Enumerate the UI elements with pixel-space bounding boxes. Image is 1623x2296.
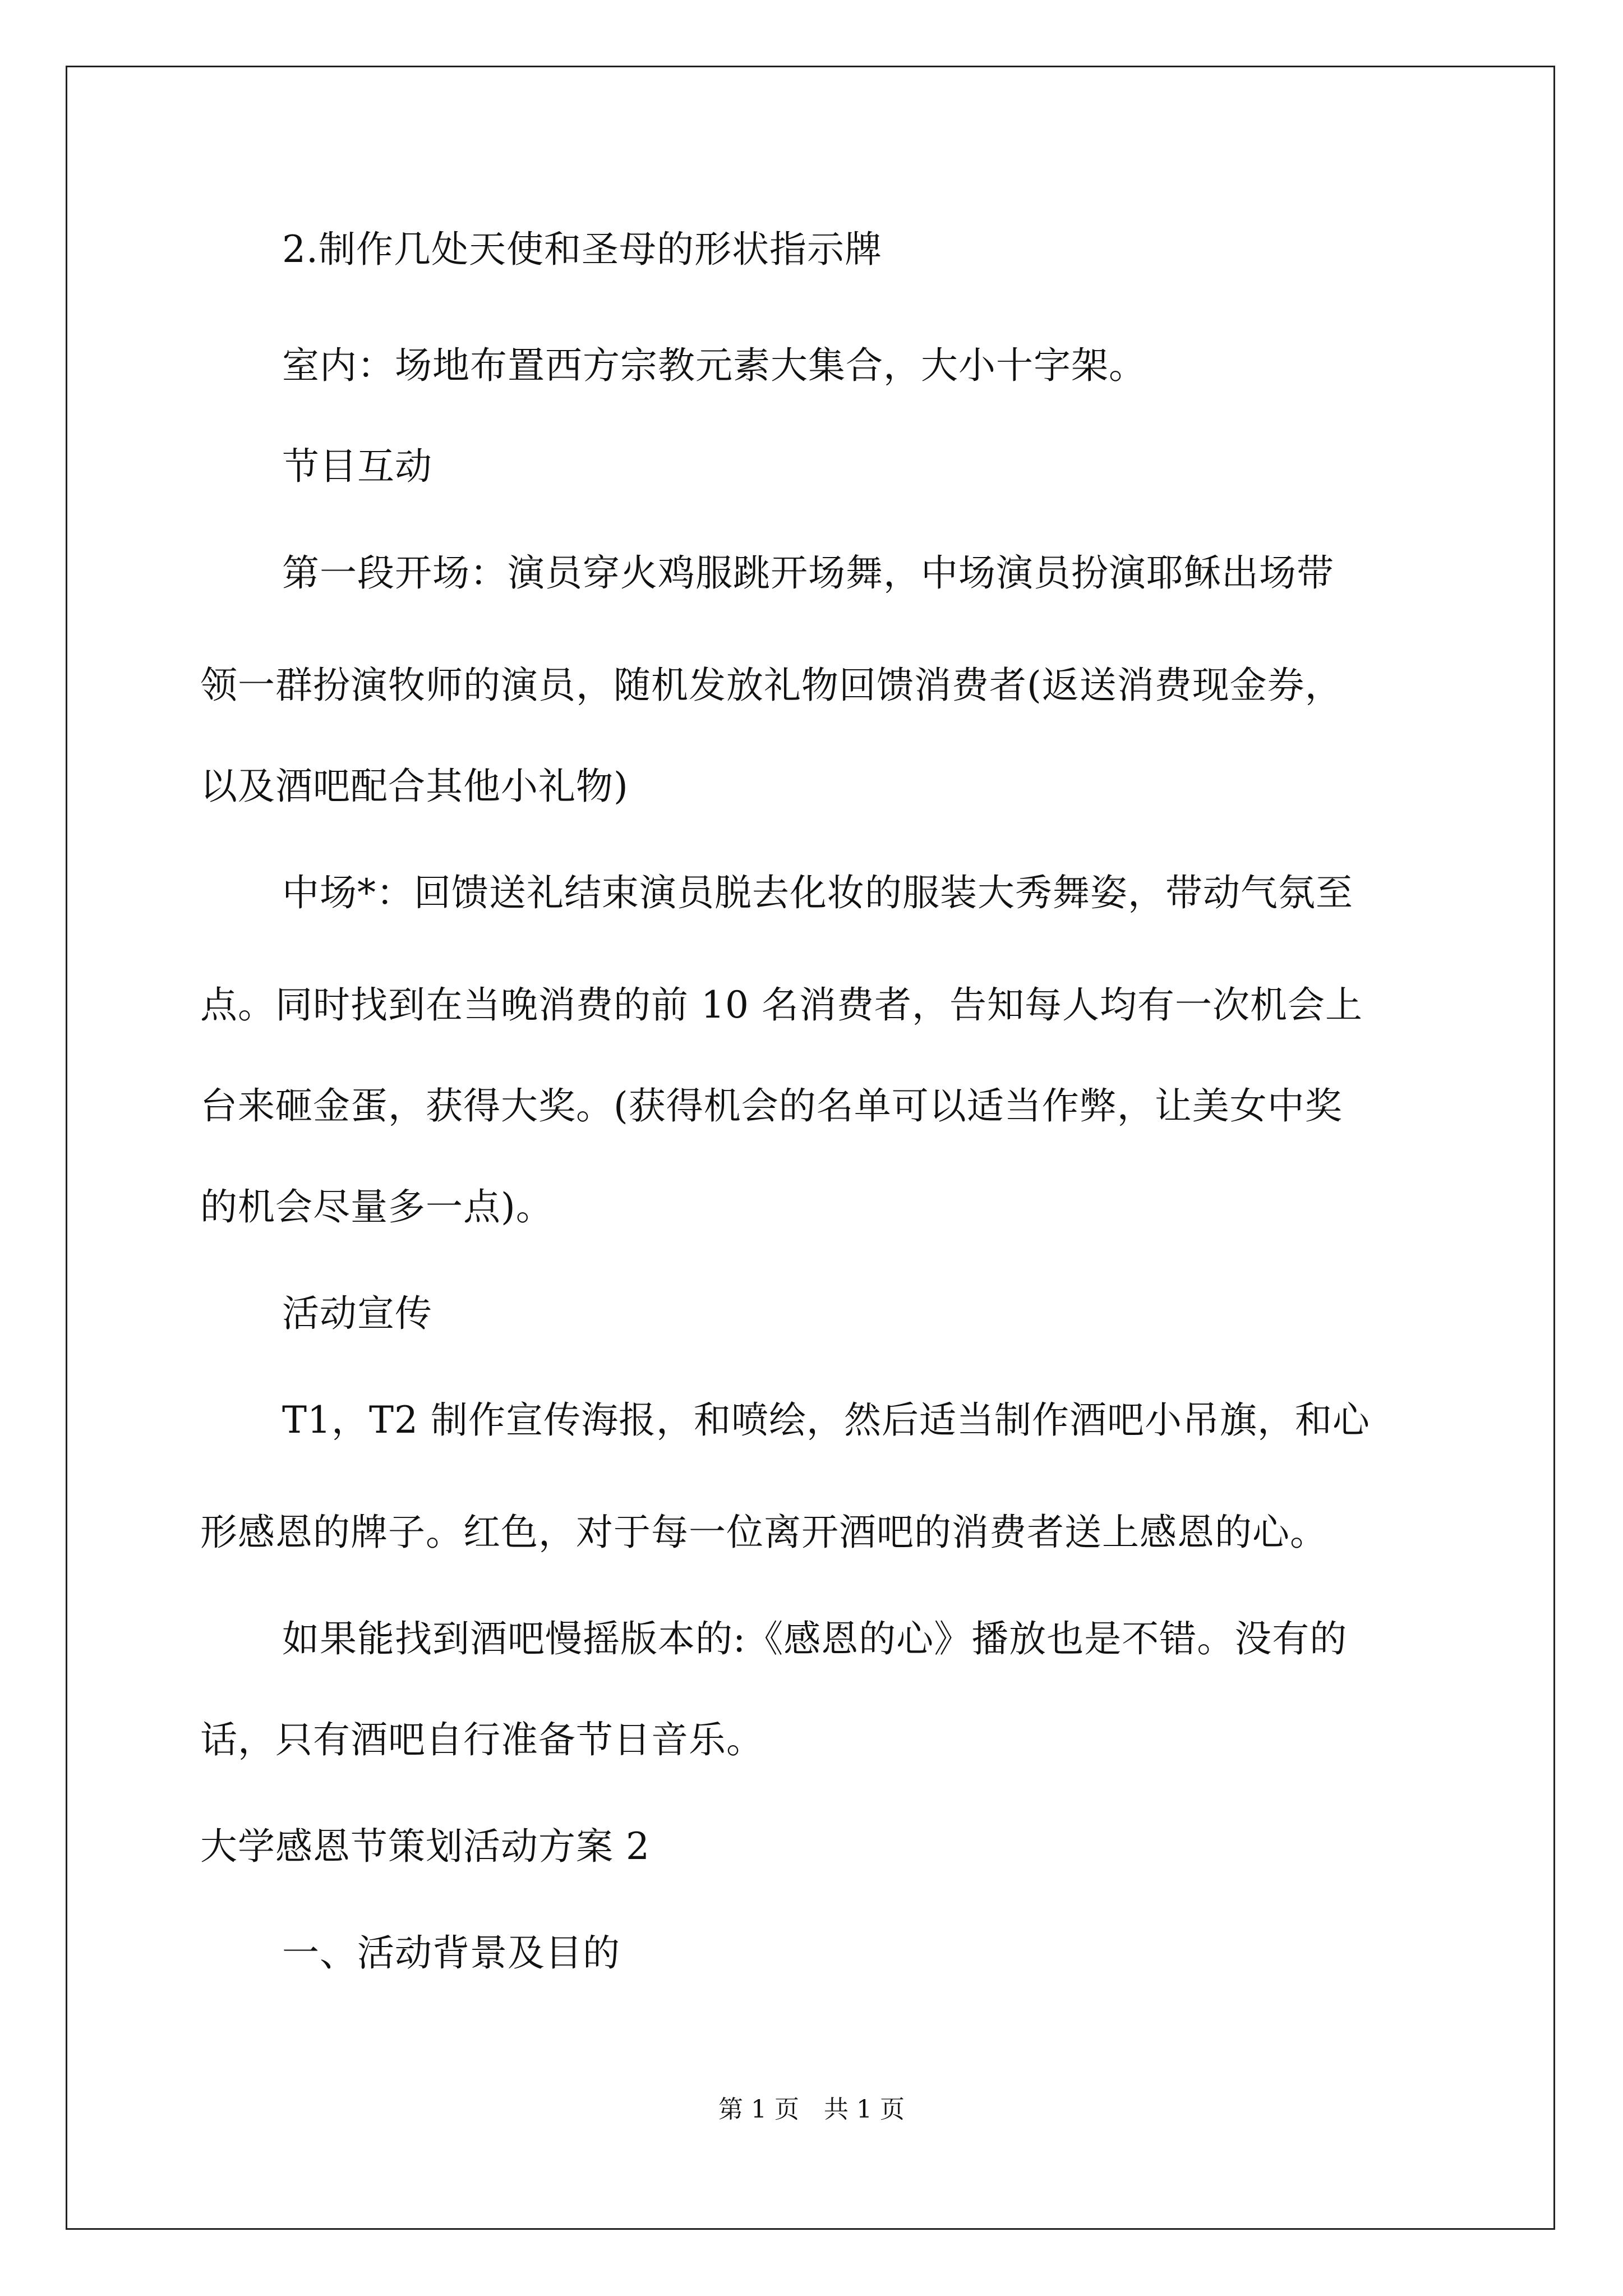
text-line: 领一群扮演牧师的演员，随机发放礼物回馈消费者(返送消费现金券， bbox=[200, 664, 1343, 707]
text-line: 中场*：回馈送礼结束演员脱去化妆的服装大秀舞姿，带动气氛至 bbox=[282, 871, 1353, 914]
section-heading: 一、活动背景及目的 bbox=[282, 1931, 620, 1975]
text-line: 的机会尽量多一点)。 bbox=[200, 1185, 554, 1228]
text-line: 形感恩的牌子。红色，对于每一位离开酒吧的消费者送上感恩的心。 bbox=[200, 1511, 1327, 1554]
text-line: 2.制作几处天使和圣母的形状指示牌 bbox=[282, 228, 882, 271]
text-line: 以及酒吧配合其他小礼物) bbox=[200, 765, 629, 808]
section-heading: 节目互动 bbox=[282, 445, 432, 488]
text-line: 第一段开场：演员穿火鸡服跳开场舞，中场演员扮演耶稣出场带 bbox=[282, 551, 1334, 595]
section-heading: 活动宣传 bbox=[282, 1292, 432, 1335]
text-line: 台来砸金蛋，获得大奖。(获得机会的名单可以适当作弊，让美女中奖 bbox=[200, 1084, 1343, 1128]
text-line: 点。同时找到在当晚消费的前 10 名消费者，告知每人均有一次机会上 bbox=[200, 983, 1363, 1027]
text-line: 如果能找到酒吧慢摇版本的:《感恩的心》播放也是不错。没有的 bbox=[282, 1617, 1348, 1660]
text-line: T1，T2 制作宣传海报，和喷绘，然后适当制作酒吧小吊旗，和心 bbox=[282, 1398, 1371, 1442]
page-border bbox=[66, 66, 1555, 2230]
document-subtitle: 大学感恩节策划活动方案 2 bbox=[200, 1825, 650, 1868]
page-number: 第 1 页 共 1 页 bbox=[718, 2095, 905, 2124]
text-line: 室内：场地布置西方宗教元素大集合，大小十字架。 bbox=[282, 344, 1146, 387]
text-line: 话，只有酒吧自行准备节日音乐。 bbox=[200, 1718, 764, 1761]
